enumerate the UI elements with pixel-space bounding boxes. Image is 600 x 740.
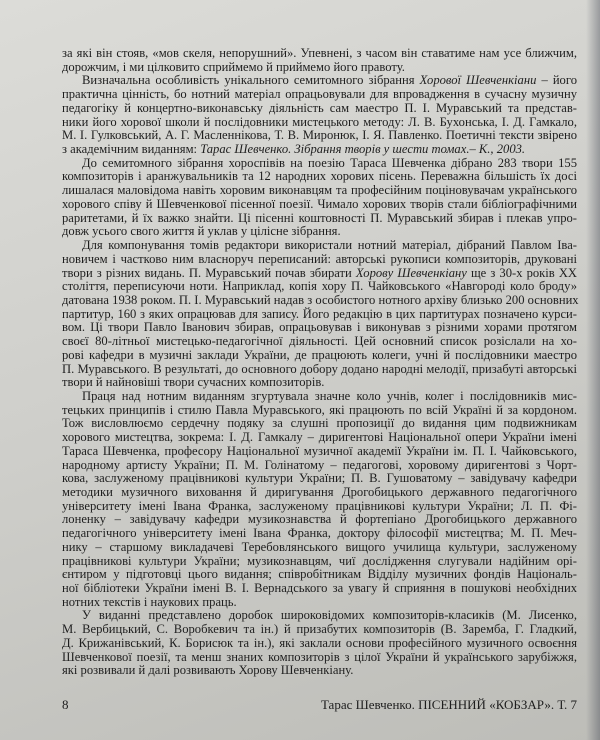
italic-citation: Хорової Шевченкіани — [419, 73, 537, 88]
text-segment: Праця над нотним виданням згуртувала значне коло учнів, колег і послідовників мис- — [82, 388, 577, 403]
text-line — [62, 431, 577, 445]
text-line — [62, 280, 577, 294]
text-segment: датована 1938 роком. П. І. Муравський надав з особистого нотного архіву близько 200 основних — [62, 292, 579, 307]
page-footer — [62, 697, 577, 713]
text-segment: тецьких принципів і стилю Павла Муравського, які працюють по всій Україні й за кордоном. — [62, 402, 577, 417]
text-segment: кова, заслуженому працівникові культури України; П. В. Гушоватому – завідувачу кафедри — [62, 471, 577, 486]
text-line — [62, 596, 577, 610]
text-line — [62, 609, 577, 623]
text-line — [62, 47, 577, 61]
text-line — [62, 472, 577, 486]
italic-citation: Хорову Шевченкіану — [355, 265, 467, 280]
text-line — [62, 225, 577, 239]
text-line — [62, 541, 577, 555]
running-title: Тарас Шевченко. ПІСЕННИЙ «КОБЗАР». Т. 7 — [320, 697, 577, 712]
text-segment: У виданні представлено доробок широковідомих композиторів-класиків (М. Лисенко, — [82, 608, 577, 623]
text-segment: за які він стояв, «мов скеля, непорушний». Упевнені, з часом він ставатиме нам усе ближчим, — [62, 46, 577, 60]
text-segment: методики музичного виховання й диригування Дрогобицького державного педагогічного — [62, 485, 577, 499]
text-line — [62, 267, 577, 281]
text-line — [62, 212, 577, 226]
text-segment: єнтиром у підготовці цього видання; співробітникам Відділу музичних фондів Національ- — [62, 567, 577, 582]
text-line — [62, 527, 577, 541]
text-segment: лоненку – завідувачу кафедри музикознавства й фортепіано Дрогобицького державного — [62, 512, 577, 527]
text-segment: М. І. Гулковський, А. Г. Масленнікова, Т. В. Миронюк, І. Я. Павленко. Поетичні тексти звірено — [62, 128, 577, 143]
paragraph — [62, 239, 577, 390]
text-line — [62, 143, 577, 157]
text-segment: народному артисту України; П. М. Голінатому – педагогові, хоровому диригентові з Чорт- — [62, 457, 577, 472]
text-line — [62, 651, 577, 665]
text-segment: нотних текстів і наукових праць. — [62, 594, 237, 609]
text-segment: століття, переписуючи ноти. Наприклад, копія хору П. Чайковського «Навгороді коло броду» — [62, 279, 577, 294]
text-line — [62, 102, 577, 116]
text-line — [62, 582, 577, 596]
text-segment: композиторів і аранжувальників та 12 народних хорових пісень. Переважна більшість їх досі — [62, 169, 577, 184]
text-line — [62, 61, 577, 75]
text-line — [62, 308, 577, 322]
text-segment: Для компонування томів редактори використали нотний матеріал, дібраний Павлом Іва- — [82, 238, 577, 253]
text-segment: своєї 80-літньої мистецько-педагогічної діяльності. Цей основний список розіслали на хо- — [62, 334, 577, 349]
text-line — [62, 294, 577, 308]
text-segment: довж усього свого життя й уклав у цілісне зібрання. — [62, 224, 341, 239]
text-segment: нику – старшому викладачеві Теребовлянського вищого училища культури, заслуженому — [62, 539, 577, 554]
paragraph — [62, 74, 577, 156]
text-line — [62, 116, 577, 130]
text-line — [62, 390, 577, 404]
paragraph — [62, 47, 577, 74]
text-segment: дорожчим, і ми цілковито сприймемо й приймемо його правоту. — [62, 59, 405, 74]
text-segment: ще з 30-х років XX — [466, 265, 578, 280]
text-segment: твори й найновіші твори сучасних композиторів. — [62, 375, 325, 390]
text-segment: П. Муравського. В результаті, до основного добору додано народні мелодії, призабуті авторські — [62, 361, 577, 376]
text-line — [62, 129, 577, 143]
text-segment: працівникові культури України; музикознавцям, чиї дослідження слугували надійним орі- — [62, 553, 577, 568]
text-segment: партитур, 160 з яких опрацював для запису. Його редакцію в цих партитурах позначено курси- — [62, 306, 577, 321]
italic-citation: Тарас Шевченко. Зібрання творів у шести томах.– К., 2003. — [200, 142, 526, 157]
text-line — [62, 88, 577, 102]
text-segment: ники його хорової школи й послідовники мистецького методу: Л. В. Бухонська, І. Д. Гамкало, — [62, 114, 577, 129]
text-line — [62, 74, 577, 88]
text-line — [62, 637, 577, 651]
text-line — [62, 363, 577, 377]
text-line — [62, 253, 577, 267]
text-segment: лишалася маловідома навіть хоровим виконавцям та професійним поціновувачам українського — [62, 183, 577, 198]
text-line — [62, 335, 577, 349]
text-line — [62, 198, 577, 212]
text-segment: Тараса Шевченка, професору Національної музичної академії України ім. П. І. Чайковського, — [62, 443, 577, 458]
text-line — [62, 623, 577, 637]
text-segment: з академічним виданням: — [62, 142, 201, 157]
text-line — [62, 321, 577, 335]
text-segment: Шевченкової поезії, та менш знаних композиторів з цілої України й українського зарубіжжя, — [62, 649, 577, 664]
text-segment: рові кафедри в музичні заклади України, де працюють колеги, учні й послідовники маестро — [62, 347, 577, 362]
text-segment: Визначальна особливість унікального семитомного зібрання — [82, 73, 420, 88]
text-line — [62, 376, 577, 390]
text-segment: ної бібліотеки України імені В. І. Вернадського за увагу й сприяння в пошукові необхідних — [62, 581, 577, 596]
text-line — [62, 513, 577, 527]
text-line — [62, 568, 577, 582]
text-line — [62, 170, 577, 184]
text-segment: хорового мистецтва, зокрема: І. Д. Гамкалу – диригентові Національної опери України імені — [62, 430, 577, 445]
paragraph — [62, 390, 577, 610]
text-line — [62, 417, 577, 431]
text-line — [62, 404, 577, 418]
text-line — [62, 445, 577, 459]
text-line — [62, 486, 577, 500]
text-segment: хорового співу й Шевченкової пісенної поезії. Чимало хорових творів стали бібліографічними — [62, 196, 577, 211]
paragraph — [62, 157, 577, 239]
text-line — [62, 555, 577, 569]
text-segment: педагогічного університету імені Івана Франка, доктору філософії мистецтва; М. П. Меч- — [62, 526, 577, 541]
text-segment: університету імені Івана Франка, заслуженому працівникові культури України; Л. П. Фі- — [62, 498, 577, 513]
text-segment: новичем і частково ним власноруч переписаний: авторські рукописи композиторів, друковані — [62, 251, 577, 266]
text-segment: які розвивали й далі розвивають Хорову Шевченкіану. — [62, 663, 354, 678]
text-segment: раритетами, й їх важко знайти. Ці пісенні коштовності П. Муравський збирав і плекав упро- — [62, 210, 577, 225]
text-segment: До семитомного зібрання хороспівів на поезію Тараса Шевченка дібрано 283 твори 155 — [82, 155, 577, 170]
body-text — [62, 47, 577, 678]
text-segment: педагогіку й концертно-виконавську діяльність сам маестро П. І. Муравський та представ- — [62, 100, 577, 115]
text-line — [62, 349, 577, 363]
text-line — [62, 239, 577, 253]
text-segment: вом. Ці твори Павло Іванович збирав, опрацьовував і виконував з різними хорами протягом — [62, 320, 577, 335]
text-line — [62, 157, 577, 171]
paragraph — [62, 609, 577, 678]
text-segment: М. Вербицький, С. Воробкевич та ін.) й призабутих композиторів (В. Заремба, Г. Гладкий, — [62, 622, 577, 637]
text-line — [62, 664, 577, 678]
text-line — [62, 459, 577, 473]
text-line — [62, 184, 577, 198]
text-segment: твори з різних видань. П. Муравський почав збирати — [62, 265, 356, 280]
text-segment: – його — [536, 73, 577, 88]
text-segment: Д. Крижанівський, К. Борисюк та ін.), які заклали основи професійного музичного освоєння — [62, 635, 577, 650]
page-binding-shadow — [586, 0, 600, 740]
text-segment: Тож висловлюємо сердечну подяку за слушні пропозиції до видання цим подвижникам — [62, 416, 577, 431]
page-number: 8 — [62, 697, 69, 712]
text-line — [62, 500, 577, 514]
text-segment: практична цінність, бо нотний матеріал опрацьовували для впровадження в сучасну музичну — [62, 87, 577, 102]
